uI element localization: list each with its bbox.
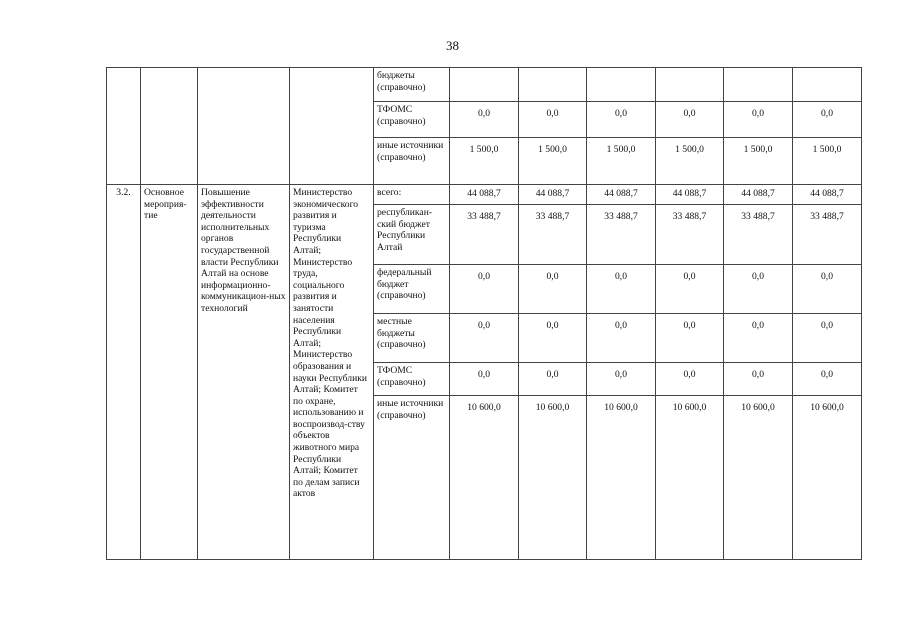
value-cell: 44 088,7 bbox=[450, 185, 519, 205]
value-cell: 0,0 bbox=[656, 102, 724, 138]
empty-cell bbox=[107, 68, 141, 185]
value-cell: 33 488,7 bbox=[519, 205, 587, 265]
value-cell: 0,0 bbox=[450, 102, 519, 138]
source-cell: всего: bbox=[374, 185, 450, 205]
value-cell: 44 088,7 bbox=[519, 185, 587, 205]
value-cell: 0,0 bbox=[587, 363, 656, 396]
value-cell: 44 088,7 bbox=[724, 185, 793, 205]
value-cell: 0,0 bbox=[450, 363, 519, 396]
value-cell: 1 500,0 bbox=[656, 138, 724, 185]
value-cell: 33 488,7 bbox=[587, 205, 656, 265]
table-row bbox=[107, 185, 862, 205]
value-cell: 1 500,0 bbox=[519, 138, 587, 185]
value-cell bbox=[724, 68, 793, 102]
value-cell: 0,0 bbox=[724, 363, 793, 396]
value-cell: 0,0 bbox=[793, 102, 862, 138]
value-cell bbox=[793, 68, 862, 102]
source-cell: ТФОМС (справочно) bbox=[374, 363, 450, 396]
source-cell: бюджеты (справочно) bbox=[374, 68, 450, 102]
value-cell: 1 500,0 bbox=[793, 138, 862, 185]
value-cell: 1 500,0 bbox=[450, 138, 519, 185]
source-cell: республикан-ский бюджет Республики Алтай bbox=[374, 205, 450, 265]
value-cell: 0,0 bbox=[724, 265, 793, 314]
value-cell: 10 600,0 bbox=[724, 396, 793, 560]
value-cell bbox=[519, 68, 587, 102]
value-cell: 0,0 bbox=[793, 265, 862, 314]
value-cell: 33 488,7 bbox=[656, 205, 724, 265]
value-cell: 0,0 bbox=[519, 314, 587, 363]
source-cell: местные бюджеты (справочно) bbox=[374, 314, 450, 363]
value-cell: 0,0 bbox=[724, 314, 793, 363]
value-cell: 10 600,0 bbox=[519, 396, 587, 560]
table-body bbox=[107, 68, 862, 560]
value-cell: 10 600,0 bbox=[587, 396, 656, 560]
source-cell: федеральный бюджет (справочно) bbox=[374, 265, 450, 314]
page-number: 38 bbox=[446, 38, 459, 53]
value-cell: 44 088,7 bbox=[656, 185, 724, 205]
source-cell: иные источники (справочно) bbox=[374, 138, 450, 185]
value-cell: 0,0 bbox=[793, 363, 862, 396]
value-cell: 0,0 bbox=[656, 363, 724, 396]
value-cell: 1 500,0 bbox=[724, 138, 793, 185]
value-cell: 0,0 bbox=[450, 265, 519, 314]
value-cell: 10 600,0 bbox=[793, 396, 862, 560]
item-name: Повышение эффективности деятельности исполнительных органов государственной власти Республики Алтай на основе информационно-коммуникацион-ных технологий bbox=[198, 185, 290, 560]
value-cell: 10 600,0 bbox=[450, 396, 519, 560]
value-cell bbox=[656, 68, 724, 102]
value-cell: 0,0 bbox=[519, 265, 587, 314]
value-cell: 0,0 bbox=[656, 265, 724, 314]
value-cell: 33 488,7 bbox=[724, 205, 793, 265]
value-cell: 10 600,0 bbox=[656, 396, 724, 560]
value-cell: 0,0 bbox=[656, 314, 724, 363]
value-cell: 0,0 bbox=[793, 314, 862, 363]
funding-table bbox=[106, 67, 862, 560]
source-cell: ТФОМС (справочно) bbox=[374, 102, 450, 138]
item-type: Основное мероприя-тие bbox=[141, 185, 198, 560]
value-cell: 0,0 bbox=[587, 102, 656, 138]
item-number: 3.2. bbox=[107, 185, 141, 560]
value-cell bbox=[587, 68, 656, 102]
value-cell: 1 500,0 bbox=[587, 138, 656, 185]
value-cell bbox=[450, 68, 519, 102]
value-cell: 44 088,7 bbox=[793, 185, 862, 205]
value-cell: 0,0 bbox=[519, 102, 587, 138]
value-cell: 0,0 bbox=[724, 102, 793, 138]
item-executors: Министерство экономического развития и туризма Республики Алтай; Министерство труда, социального развития и занятости населения Республики Алтай; Министерство образования и науки Республики Алтай; Комитет по охране, использованию и воспроизвод-ству объектов животного мира Республики Алтай; Комитет по делам записи актов bbox=[290, 185, 374, 560]
source-cell: иные источники (справочно) bbox=[374, 396, 450, 560]
empty-cell bbox=[141, 68, 198, 185]
value-cell: 0,0 bbox=[450, 314, 519, 363]
empty-cell bbox=[290, 68, 374, 185]
value-cell: 0,0 bbox=[587, 265, 656, 314]
empty-cell bbox=[198, 68, 290, 185]
value-cell: 0,0 bbox=[587, 314, 656, 363]
value-cell: 33 488,7 bbox=[793, 205, 862, 265]
table-row bbox=[107, 68, 862, 102]
value-cell: 44 088,7 bbox=[587, 185, 656, 205]
value-cell: 33 488,7 bbox=[450, 205, 519, 265]
value-cell: 0,0 bbox=[519, 363, 587, 396]
